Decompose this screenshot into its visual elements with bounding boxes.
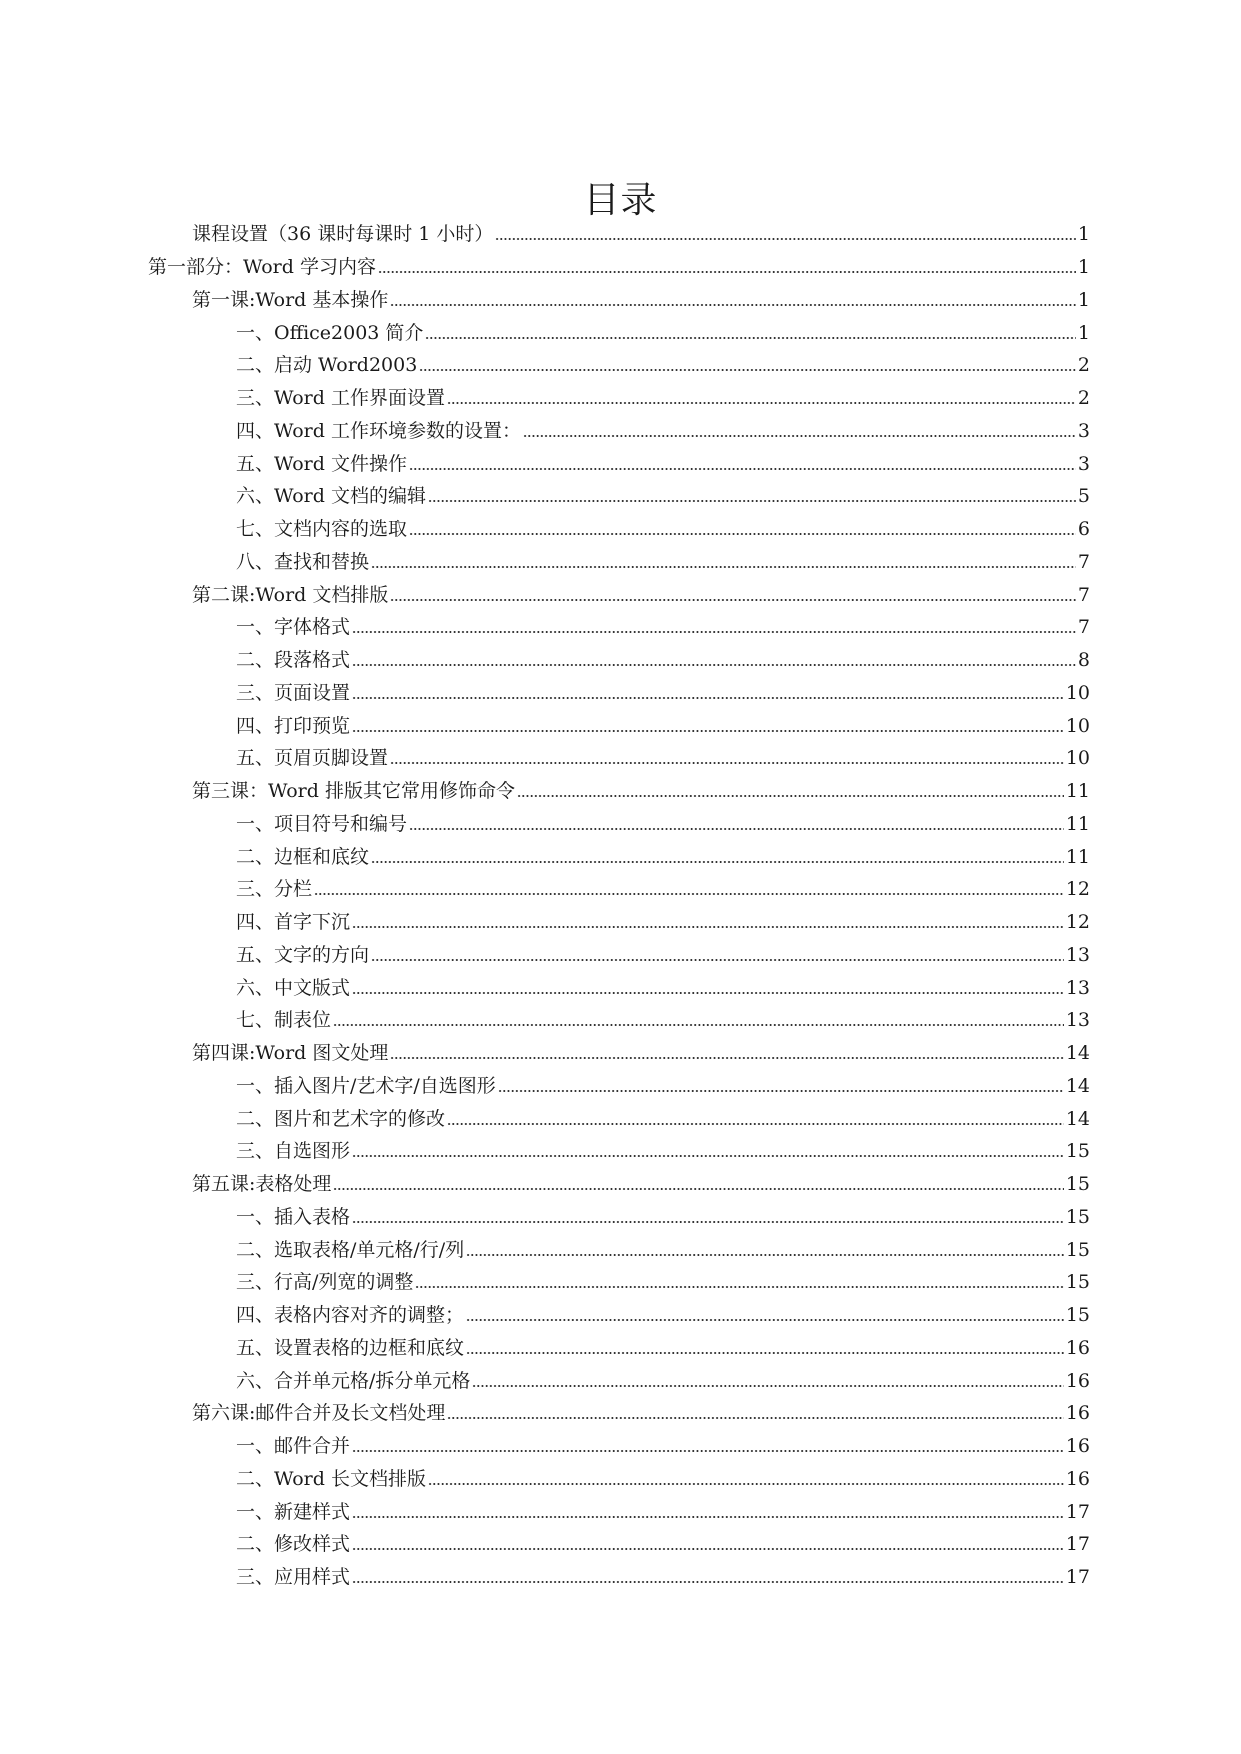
toc-page-number: 3 xyxy=(1077,452,1090,475)
toc-entry[interactable] xyxy=(0,316,1241,349)
toc-entry-title: 三、分栏 xyxy=(236,878,313,901)
toc-entry-title: 三、Word 工作界面设置 xyxy=(236,387,445,410)
toc-entry[interactable] xyxy=(0,480,1241,513)
toc-dot-leader xyxy=(409,533,1076,535)
toc-entry[interactable] xyxy=(0,415,1241,448)
toc-dot-leader xyxy=(409,828,1064,830)
toc-page-number: 10 xyxy=(1065,681,1090,704)
toc-entry[interactable] xyxy=(0,1037,1241,1070)
toc-page-number: 7 xyxy=(1077,616,1090,639)
toc-dot-leader xyxy=(498,1090,1064,1092)
toc-page-number: 6 xyxy=(1077,518,1090,541)
toc-entry[interactable] xyxy=(0,1332,1241,1365)
toc-entry-title: 二、边框和底纹 xyxy=(236,845,370,868)
toc-dot-leader xyxy=(352,631,1076,633)
toc-page-number: 16 xyxy=(1065,1467,1090,1490)
toc-page-number: 17 xyxy=(1065,1566,1090,1589)
toc-entry-title: 课程设置（36 课时每课时 1 小时） xyxy=(192,223,494,246)
toc-entry[interactable] xyxy=(0,1528,1241,1561)
toc-dot-leader xyxy=(472,1385,1063,1387)
toc-entry[interactable] xyxy=(0,939,1241,972)
toc-entry-title: 三、行高/列宽的调整 xyxy=(236,1271,414,1294)
toc-dot-leader xyxy=(371,959,1064,961)
toc-dot-leader xyxy=(390,1057,1063,1059)
toc-entry[interactable] xyxy=(0,447,1241,480)
toc-dot-leader xyxy=(352,926,1064,928)
toc-page-number: 1 xyxy=(1077,223,1090,246)
toc-entry[interactable] xyxy=(0,218,1241,251)
toc-entry[interactable] xyxy=(0,1135,1241,1168)
toc-page-number: 12 xyxy=(1065,911,1090,934)
toc-dot-leader xyxy=(352,697,1064,699)
toc-page-number: 11 xyxy=(1065,845,1090,868)
toc-entry[interactable] xyxy=(0,1201,1241,1234)
toc-entry-title: 一、新建样式 xyxy=(236,1500,351,1523)
toc-entry-title: 六、中文版式 xyxy=(236,976,351,999)
toc-entry[interactable] xyxy=(0,906,1241,939)
toc-dot-leader xyxy=(447,402,1076,404)
toc-dot-leader xyxy=(466,1352,1064,1354)
toc-dot-leader xyxy=(352,664,1076,666)
toc-entry-title: 二、段落格式 xyxy=(236,649,351,672)
toc-entry[interactable] xyxy=(0,1070,1241,1103)
toc-dot-leader xyxy=(378,271,1076,273)
toc-entry[interactable] xyxy=(0,775,1241,808)
toc-entry-title: 四、首字下沉 xyxy=(236,911,351,934)
toc-page-number: 13 xyxy=(1065,1009,1090,1032)
toc-entry[interactable] xyxy=(0,382,1241,415)
toc-page-number: 15 xyxy=(1065,1238,1090,1261)
toc-entry[interactable] xyxy=(0,1463,1241,1496)
toc-entry-title: 二、Word 长文档排版 xyxy=(236,1467,426,1490)
toc-page-number: 2 xyxy=(1077,387,1090,410)
toc-dot-leader xyxy=(333,1188,1063,1190)
toc-page-number: 1 xyxy=(1077,288,1090,311)
toc-dot-leader xyxy=(352,1221,1064,1223)
toc-entry-title: 六、合并单元格/拆分单元格 xyxy=(236,1369,471,1392)
page-title: 目录 xyxy=(583,180,658,222)
toc-entry-title: 一、项目符号和编号 xyxy=(236,812,408,835)
toc-dot-leader xyxy=(352,992,1064,994)
toc-entry[interactable] xyxy=(0,1495,1241,1528)
toc-entry[interactable] xyxy=(0,284,1241,317)
toc-page-number: 13 xyxy=(1065,976,1090,999)
toc-dot-leader xyxy=(352,1450,1064,1452)
toc-entry-title: 三、页面设置 xyxy=(236,681,351,704)
toc-dot-leader xyxy=(495,238,1076,240)
toc-entry[interactable] xyxy=(0,251,1241,284)
toc-page-number: 16 xyxy=(1065,1369,1090,1392)
toc-entry[interactable] xyxy=(0,1004,1241,1037)
table-of-contents xyxy=(0,218,1241,1594)
toc-entry-title: 一、Office2003 简介 xyxy=(236,321,424,344)
toc-page-number: 11 xyxy=(1065,780,1090,803)
toc-page-number: 8 xyxy=(1077,649,1090,672)
toc-page-number: 3 xyxy=(1077,419,1090,442)
toc-dot-leader xyxy=(409,468,1076,470)
toc-entry-title: 五、设置表格的边框和底纹 xyxy=(236,1336,465,1359)
toc-entry-title: 三、自选图形 xyxy=(236,1140,351,1163)
toc-entry-title: 第二课:Word 文档排版 xyxy=(192,583,389,606)
toc-entry[interactable] xyxy=(0,742,1241,775)
toc-entry[interactable] xyxy=(0,808,1241,841)
toc-entry[interactable] xyxy=(0,1364,1241,1397)
toc-entry[interactable] xyxy=(0,677,1241,710)
toc-entry[interactable] xyxy=(0,1233,1241,1266)
toc-entry[interactable] xyxy=(0,578,1241,611)
toc-dot-leader xyxy=(517,795,1064,797)
toc-dot-leader xyxy=(447,1417,1063,1419)
toc-entry-title: 第六课:邮件合并及长文档处理 xyxy=(192,1402,446,1425)
toc-dot-leader xyxy=(425,337,1075,339)
toc-dot-leader xyxy=(466,1319,1064,1321)
toc-dot-leader xyxy=(523,435,1076,437)
toc-entry[interactable] xyxy=(0,546,1241,579)
toc-page-number: 7 xyxy=(1077,550,1090,573)
toc-entry-title: 三、应用样式 xyxy=(236,1566,351,1589)
toc-entry-title: 第三课：Word 排版其它常用修饰命令 xyxy=(192,780,515,803)
toc-dot-leader xyxy=(428,500,1076,502)
toc-entry-title: 二、选取表格/单元格/行/列 xyxy=(236,1238,465,1261)
toc-page-number: 15 xyxy=(1065,1304,1090,1327)
toc-page-number: 5 xyxy=(1077,485,1090,508)
toc-page-number: 15 xyxy=(1065,1271,1090,1294)
toc-entry[interactable] xyxy=(0,1430,1241,1463)
toc-entry[interactable] xyxy=(0,1168,1241,1201)
toc-entry-title: 五、页眉页脚设置 xyxy=(236,747,389,770)
toc-page-number: 2 xyxy=(1077,354,1090,377)
toc-page-number: 15 xyxy=(1065,1140,1090,1163)
toc-entry[interactable] xyxy=(0,840,1241,873)
toc-page-number: 17 xyxy=(1065,1533,1090,1556)
toc-entry[interactable] xyxy=(0,644,1241,677)
toc-entry[interactable] xyxy=(0,349,1241,382)
toc-entry-title: 八、查找和替换 xyxy=(236,550,370,573)
toc-dot-leader xyxy=(419,369,1076,371)
toc-entry[interactable] xyxy=(0,873,1241,906)
toc-page-number: 11 xyxy=(1065,812,1090,835)
toc-entry[interactable] xyxy=(0,709,1241,742)
toc-dot-leader xyxy=(333,1024,1064,1026)
toc-dot-leader xyxy=(352,1516,1064,1518)
toc-dot-leader xyxy=(352,1548,1064,1550)
toc-page-number: 1 xyxy=(1077,321,1090,344)
toc-entry-title: 四、打印预览 xyxy=(236,714,351,737)
toc-dot-leader xyxy=(371,566,1076,568)
toc-entry-title: 二、图片和艺术字的修改 xyxy=(236,1107,446,1130)
toc-page-number: 14 xyxy=(1065,1074,1090,1097)
toc-entry[interactable] xyxy=(0,1299,1241,1332)
toc-entry[interactable] xyxy=(0,971,1241,1004)
toc-entry-title: 第一课:Word 基本操作 xyxy=(192,288,389,311)
toc-page-number: 17 xyxy=(1065,1500,1090,1523)
toc-page-number: 14 xyxy=(1065,1042,1090,1065)
toc-page-number: 15 xyxy=(1065,1205,1090,1228)
toc-page-number: 1 xyxy=(1077,256,1090,279)
toc-dot-leader xyxy=(466,1254,1064,1256)
toc-entry-title: 第五课:表格处理 xyxy=(192,1173,332,1196)
toc-page-number: 16 xyxy=(1065,1402,1090,1425)
toc-dot-leader xyxy=(314,893,1064,895)
toc-entry-title: 六、Word 文档的编辑 xyxy=(236,485,426,508)
toc-entry-title: 一、插入表格 xyxy=(236,1205,351,1228)
toc-dot-leader xyxy=(352,730,1064,732)
toc-entry-title: 四、Word 工作环境参数的设置： xyxy=(236,419,521,442)
toc-page-number: 12 xyxy=(1065,878,1090,901)
toc-entry[interactable] xyxy=(0,1266,1241,1299)
toc-page-number: 16 xyxy=(1065,1336,1090,1359)
toc-page-number: 14 xyxy=(1065,1107,1090,1130)
toc-entry-title: 四、表格内容对齐的调整； xyxy=(236,1304,465,1327)
toc-page-number: 15 xyxy=(1065,1173,1090,1196)
toc-dot-leader xyxy=(390,304,1076,306)
toc-entry-title: 第一部分：Word 学习内容 xyxy=(148,256,376,279)
toc-page-number: 13 xyxy=(1065,943,1090,966)
toc-entry[interactable] xyxy=(0,1397,1241,1430)
toc-entry-title: 一、插入图片/艺术字/自选图形 xyxy=(236,1074,496,1097)
toc-entry-title: 五、Word 文件操作 xyxy=(236,452,407,475)
toc-page-number: 16 xyxy=(1065,1435,1090,1458)
toc-dot-leader xyxy=(371,861,1064,863)
toc-dot-leader xyxy=(415,1286,1063,1288)
toc-entry-title: 七、文档内容的选取 xyxy=(236,518,408,541)
toc-entry[interactable] xyxy=(0,1561,1241,1594)
toc-entry-title: 一、邮件合并 xyxy=(236,1435,351,1458)
toc-entry-title: 一、字体格式 xyxy=(236,616,351,639)
toc-entry-title: 第四课:Word 图文处理 xyxy=(192,1042,389,1065)
toc-entry[interactable] xyxy=(0,513,1241,546)
toc-entry-title: 二、修改样式 xyxy=(236,1533,351,1556)
toc-dot-leader xyxy=(428,1483,1064,1485)
toc-entry-title: 五、文字的方向 xyxy=(236,943,370,966)
toc-entry[interactable] xyxy=(0,611,1241,644)
toc-dot-leader xyxy=(390,599,1076,601)
toc-dot-leader xyxy=(390,762,1064,764)
toc-entry-title: 七、制表位 xyxy=(236,1009,332,1032)
toc-dot-leader xyxy=(352,1155,1064,1157)
toc-page-number: 10 xyxy=(1065,747,1090,770)
toc-dot-leader xyxy=(447,1123,1064,1125)
toc-page-number: 10 xyxy=(1065,714,1090,737)
toc-entry-title: 二、启动 Word2003 xyxy=(236,354,418,377)
toc-entry[interactable] xyxy=(0,1102,1241,1135)
toc-dot-leader xyxy=(352,1581,1064,1583)
toc-page-number: 7 xyxy=(1077,583,1090,606)
